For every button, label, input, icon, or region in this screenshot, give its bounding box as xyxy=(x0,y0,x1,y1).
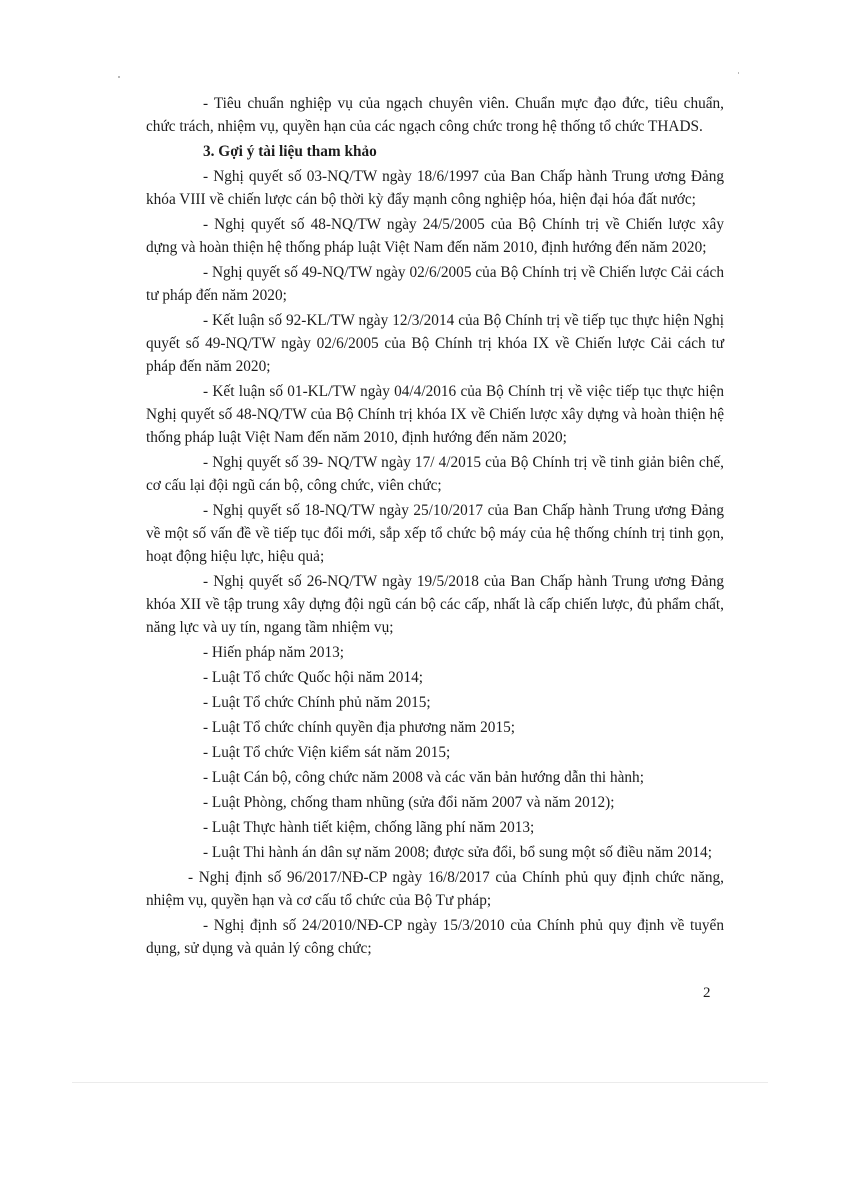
reference-item: - Luật Tổ chức Chính phủ năm 2015; xyxy=(203,694,431,711)
reference-item: - Nghị quyết số 18-NQ/TW ngày 25/10/2017 của Ban Chấp hành Trung ương Đảng về một số vấn đề về tiếp tục đổi mới, sắp xếp tổ chức bộ máy của hệ thống chính trị tinh gọn, hoạt động hiệu lực, hiệu quả; xyxy=(146,502,724,565)
document-body xyxy=(146,92,724,962)
page-number: 2 xyxy=(703,985,711,1001)
reference-item: - Nghị quyết số 03-NQ/TW ngày 18/6/1997 của Ban Chấp hành Trung ương Đảng khóa VIII về chiến lược cán bộ thời kỳ đẩy mạnh công nghiệp hóa, hiện đại hóa đất nước; xyxy=(146,168,724,208)
reference-item: - Nghị định số 24/2010/NĐ-CP ngày 15/3/2010 của Chính phủ quy định về tuyển dụng, sử dụng và quản lý công chức; xyxy=(146,917,724,957)
reference-item: - Luật Phòng, chống tham nhũng (sửa đổi năm 2007 và năm 2012); xyxy=(203,794,615,811)
scan-speck xyxy=(738,72,739,74)
footer-rule xyxy=(72,1082,768,1083)
reference-item: - Nghị quyết số 49-NQ/TW ngày 02/6/2005 của Bộ Chính trị về Chiến lược Cải cách tư pháp đến năm 2020; xyxy=(146,264,724,304)
paragraph: - Tiêu chuẩn nghiệp vụ của ngạch chuyên viên. Chuẩn mực đạo đức, tiêu chuẩn, chức trách, nhiệm vụ, quyền hạn của các ngạch công chức trong hệ thống tổ chức THADS. xyxy=(146,95,724,135)
reference-item: - Luật Tổ chức Quốc hội năm 2014; xyxy=(203,669,423,686)
reference-item: - Kết luận số 92-KL/TW ngày 12/3/2014 của Bộ Chính trị về tiếp tục thực hiện Nghị quyết số 49-NQ/TW ngày 02/6/2005 của Bộ Chính trị khóa IX về Chiến lược Cải cách tư pháp đến năm 2020; xyxy=(146,312,724,375)
scan-speck xyxy=(118,76,120,78)
reference-item: - Luật Thi hành án dân sự năm 2008; được sửa đổi, bổ sung một số điều năm 2014; xyxy=(203,844,712,861)
reference-item: - Nghị quyết số 48-NQ/TW ngày 24/5/2005 của Bộ Chính trị về Chiến lược xây dựng và hoàn thiện hệ thống pháp luật Việt Nam đến năm 2010, định hướng đến năm 2020; xyxy=(146,216,724,256)
reference-item: - Luật Cán bộ, công chức năm 2008 và các văn bản hướng dẫn thi hành; xyxy=(203,769,644,786)
reference-item: - Nghị định số 96/2017/NĐ-CP ngày 16/8/2017 của Chính phủ quy định chức năng, nhiệm vụ, quyền hạn và cơ cấu tổ chức của Bộ Tư pháp; xyxy=(146,869,724,909)
reference-item: - Luật Tổ chức Viện kiểm sát năm 2015; xyxy=(203,744,451,761)
reference-item: - Nghị quyết số 39- NQ/TW ngày 17/ 4/2015 của Bộ Chính trị về tinh giản biên chế, cơ cấu lại đội ngũ cán bộ, công chức, viên chức; xyxy=(146,454,724,494)
section-heading: 3. Gợi ý tài liệu tham khảo xyxy=(203,143,377,160)
reference-item: - Kết luận số 01-KL/TW ngày 04/4/2016 của Bộ Chính trị về việc tiếp tục thực hiện Nghị quyết số 48-NQ/TW của Bộ Chính trị khóa IX về Chiến lược xây dựng và hoàn thiện hệ thống pháp luật Việt Nam đến năm 2010, định hướng đến năm 2020; xyxy=(146,383,724,446)
reference-item: - Luật Thực hành tiết kiệm, chống lãng phí năm 2013; xyxy=(203,819,535,836)
reference-item: - Luật Tổ chức chính quyền địa phương năm 2015; xyxy=(203,719,515,736)
reference-item: - Nghị quyết số 26-NQ/TW ngày 19/5/2018 của Ban Chấp hành Trung ương Đảng khóa XII về tập trung xây dựng đội ngũ cán bộ các cấp, nhất là cấp chiến lược, đủ phẩm chất, năng lực và uy tín, ngang tầm nhiệm vụ; xyxy=(146,573,724,636)
reference-item: - Hiến pháp năm 2013; xyxy=(203,644,345,661)
